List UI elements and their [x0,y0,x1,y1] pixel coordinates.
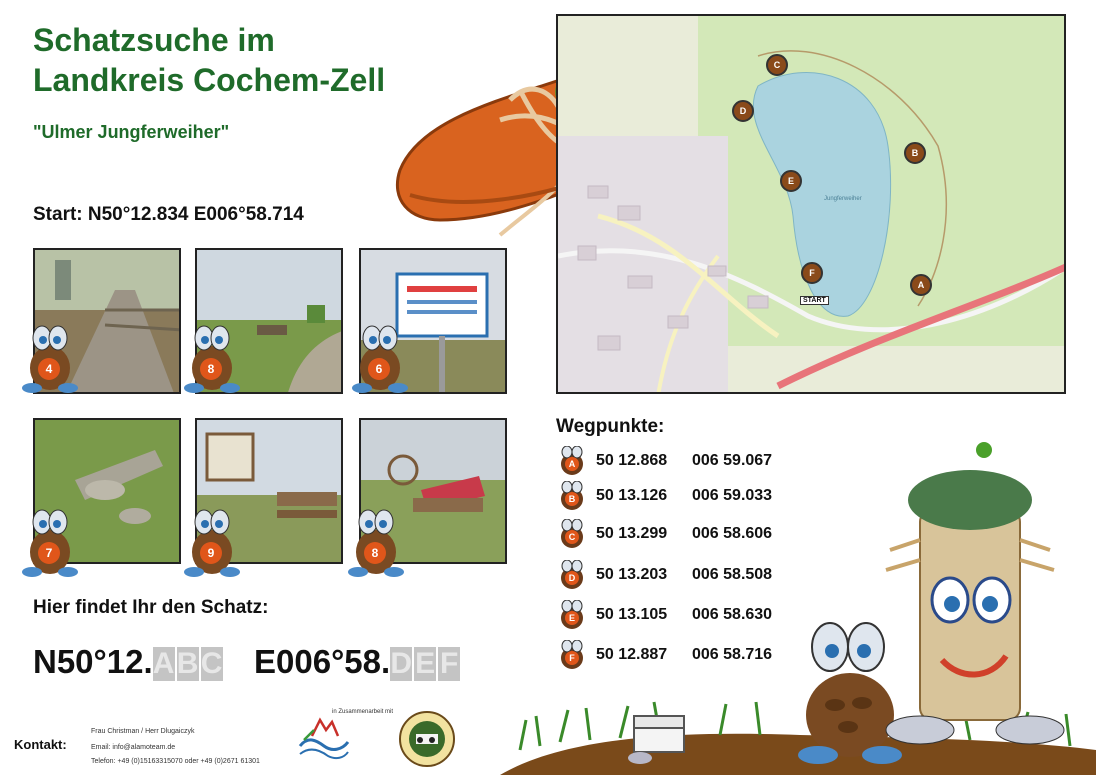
photo-critter-1 [18,318,82,394]
waypoint-lat: 50 13.299 [596,525,668,542]
map-marker-d-letter: D [739,106,747,116]
waypoint-letter: E [565,611,579,625]
waypoint-row-e [556,600,816,630]
waypoint-lon: 006 59.033 [692,487,773,504]
waypoint-bug-icon [556,519,588,549]
treasure-chest-icon [620,706,700,766]
east-slot-f: F [439,647,459,681]
map-marker-b-letter: B [911,148,919,158]
photo-critter-2 [180,318,244,394]
treasure-heading: Hier findet Ihr den Schatz: [33,597,269,618]
lake-label: Jungferweiher [824,196,862,202]
title-line-1: Schatzsuche im [33,22,275,58]
pinecone-critter-icon [180,502,244,578]
start-coordinates: Start: N50°12.834 E006°58.714 [33,204,304,225]
pinecone-critter-icon [344,502,408,578]
waypoint-lat: 50 13.203 [596,566,668,583]
photo-number: 8 [364,542,386,564]
final-north-coordinate [33,640,225,684]
pinecone-critter-icon [18,318,82,394]
partner-logo-icon [294,706,352,766]
waypoint-row-b [556,481,816,511]
waypoint-lon: 006 58.606 [692,525,773,542]
map-marker-a-letter: A [917,280,925,290]
waypoint-bug-icon [556,481,588,511]
map-marker-a[interactable] [910,274,932,296]
waypoint-letter: A [565,457,579,471]
contact-phone[interactable]: Telefon: +49 (0)15163315070 oder +49 (0)2671 61301 [91,758,260,765]
waypoint-lon: 006 58.508 [692,566,773,583]
waypoint-letter: C [565,530,579,544]
north-slot-b: B [176,647,199,681]
title-line-2: Landkreis Cochem-Zell [33,62,386,98]
waypoint-lon: 006 58.630 [692,606,773,623]
location-subtitle: "Ulmer Jungferweiher" [33,122,230,142]
waypoint-row-f [556,640,816,670]
photo-critter-6 [344,502,408,578]
north-prefix: N50°12. [33,643,153,680]
map-marker-e[interactable] [780,170,802,192]
cooperation-caption: in Zusammenarbeit mit [332,709,394,715]
waypoint-lon: 006 58.716 [692,646,773,663]
contact-names: Frau Christman / Herr Dlugaiczyk [91,728,195,735]
photo-number: 9 [200,542,222,564]
photo-critter-4 [18,502,82,578]
waypoint-letter: F [565,651,579,665]
waypoint-bug-icon [556,600,588,630]
waypoint-row-c [556,519,816,549]
east-slot-e: E [415,647,436,681]
route-map[interactable] [556,14,1066,394]
east-prefix: E006°58. [254,643,391,680]
wooden-mascot-figure-icon [860,430,1080,750]
final-east-coordinate [254,640,462,684]
photo-critter-3 [348,318,412,394]
contact-email[interactable]: Email: info@alamoteam.de [91,744,176,751]
waypoint-lon: 006 59.067 [692,452,773,469]
map-marker-f[interactable] [801,262,823,284]
north-slot-c: C [200,647,223,681]
contact-label: Kontakt: [14,737,67,752]
map-marker-f-letter: F [809,268,815,278]
waypoint-lat: 50 13.126 [596,487,668,504]
photo-critter-5 [180,502,244,578]
map-marker-c[interactable] [766,54,788,76]
map-marker-c-letter: C [773,60,781,70]
waypoint-letter: D [565,571,579,585]
pinecone-critter-icon [180,318,244,394]
waypoint-letter: B [565,492,579,506]
waypoints-title: Wegpunkte: [556,416,665,437]
waypoint-bug-icon [556,640,588,670]
waypoint-lat: 50 12.868 [596,452,668,469]
waypoint-bug-icon [556,560,588,590]
photo-number: 4 [38,358,60,380]
map-marker-e-letter: E [787,176,794,186]
pinecone-critter-icon [348,318,412,394]
map-marker-b[interactable] [904,142,926,164]
photo-number: 7 [38,542,60,564]
waypoint-row-a [556,446,816,476]
pinecone-critter-icon [18,502,82,578]
photo-number: 8 [200,358,222,380]
photo-number: 6 [368,358,390,380]
waypoint-lat: 50 12.887 [596,646,668,663]
map-canvas [558,16,1066,394]
waypoint-bug-icon [556,446,588,476]
waypoint-lat: 50 13.105 [596,606,668,623]
round-badge-logo-icon [398,710,456,768]
map-marker-d[interactable] [732,100,754,122]
waypoint-row-d [556,560,816,590]
map-start-label: START [800,296,829,305]
east-slot-d: D [390,647,412,681]
north-slot-a: A [152,647,175,681]
